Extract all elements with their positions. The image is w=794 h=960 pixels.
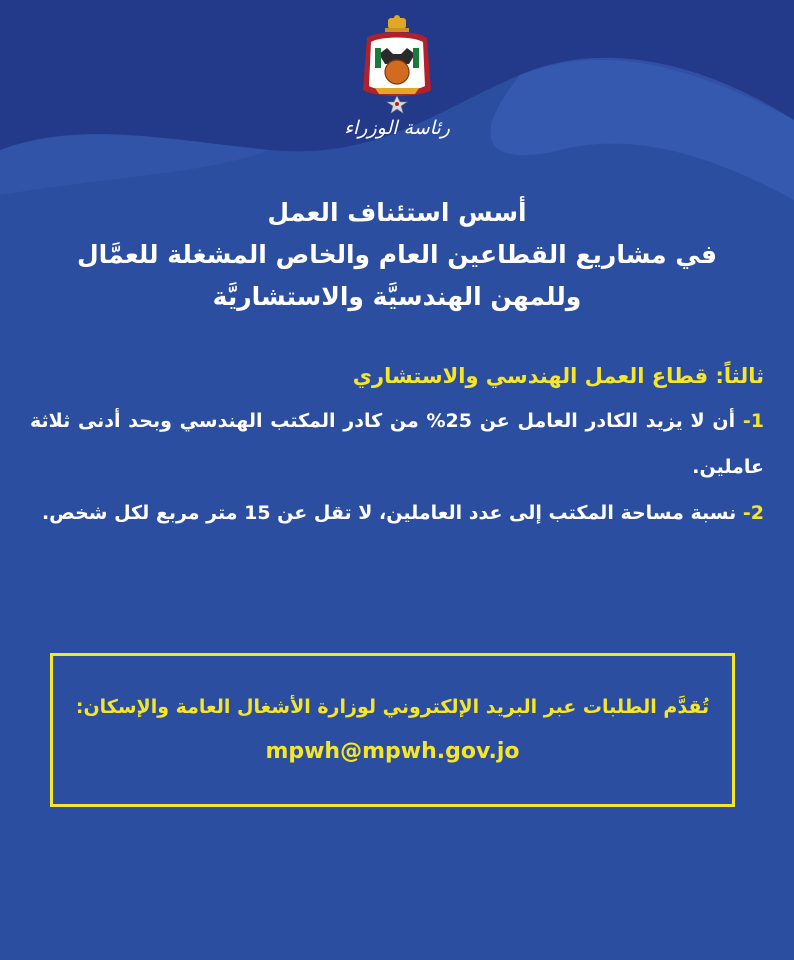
title-line-1: أسس استئناف العمل [267, 198, 527, 227]
page-title [40, 192, 754, 318]
submission-instructions: تُقدَّم الطلبات عبر البريد الإلكتروني لوزارة الأشغال العامة والإسكان: [75, 696, 710, 718]
title-line-2: في مشاريع القطاعين العام والخاص المشغلة للعمَّال [76, 240, 717, 269]
title-line-3: وللمهن الهندسيَّة والاستشاريَّة [212, 282, 582, 311]
list-item [30, 490, 764, 536]
engineering-sector-section [30, 356, 764, 536]
item-number: 1- [742, 410, 764, 432]
item-text: أن لا يزيد الكادر العامل عن 25% من كادر المكتب الهندسي وبحد أدنى ثلاثة عاملين. [30, 410, 764, 478]
jordan-coat-of-arms-icon [357, 14, 437, 118]
section-heading: ثالثاً: قطاع العمل الهندسي والاستشاري [352, 364, 764, 388]
submission-info-box [50, 653, 735, 807]
item-number: 2- [742, 502, 764, 524]
list-item [30, 398, 764, 490]
email-address[interactable]: mpwh@mpwh.gov.jo [265, 739, 520, 764]
item-text: نسبة مساحة المكتب إلى عدد العاملين، لا تقل عن 15 متر مربع لكل شخص. [41, 502, 743, 524]
org-name: رئاسة الوزراء [344, 117, 450, 139]
